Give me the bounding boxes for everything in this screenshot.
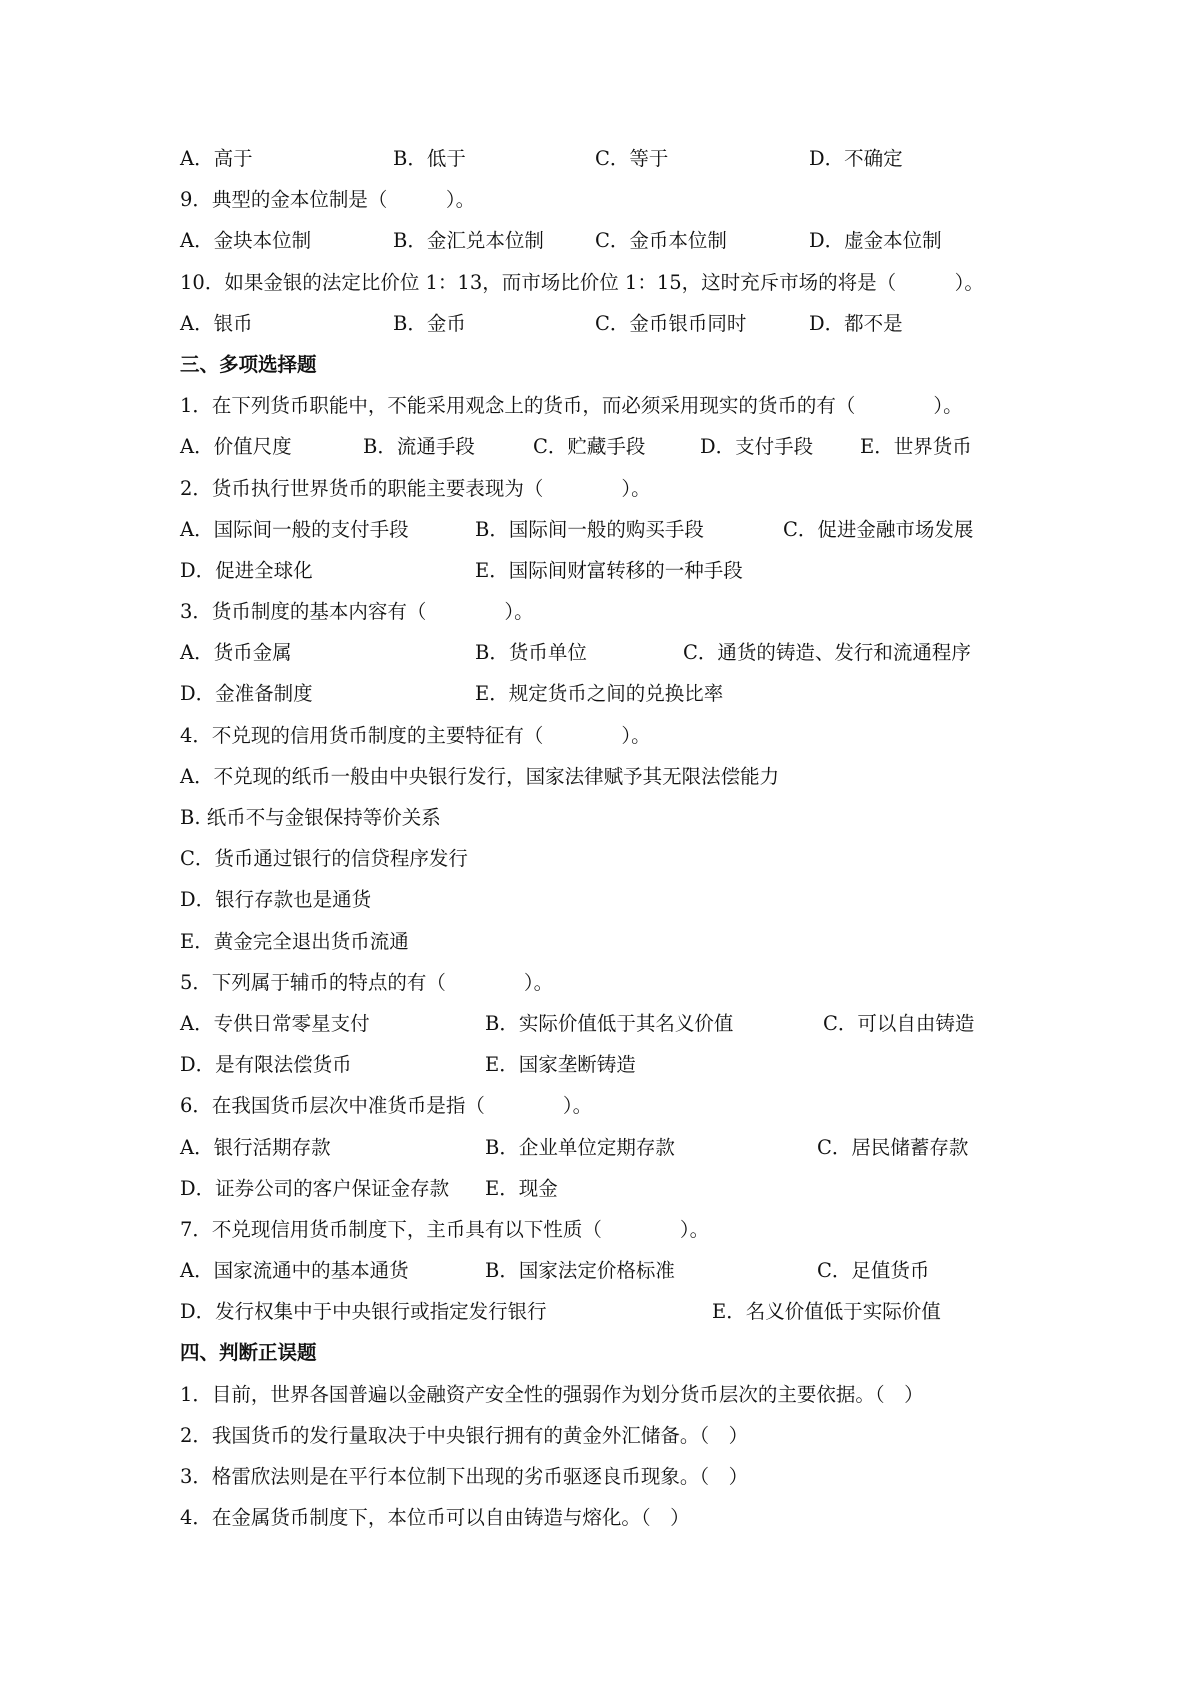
option-row [180,1127,1040,1168]
question-text: D．银行存款也是通货 [180,888,372,912]
option-row [180,509,1040,550]
question-text: 4．在金属货币制度下，本位币可以自由铸造与熔化。（ ） [180,1506,690,1530]
option-item: C．通货的铸造、发行和流通程序 [683,641,971,665]
option-item: E．现金 [485,1176,558,1200]
option-row [180,220,1040,261]
option-item: B．国际间一般的购买手段 [475,517,704,541]
question-text: 6．在我国货币层次中准货币是指（ ）。 [180,1094,593,1118]
option-row [180,1168,1040,1209]
question-text: 2．货币执行世界货币的职能主要表现为（ ）。 [180,476,651,500]
option-item: D．都不是 [809,311,903,335]
question-text: 5．下列属于辅币的特点的有（ ）。 [180,970,554,994]
option-item: A．银币 [180,311,253,335]
option-item: A．银行活期存款 [180,1135,331,1159]
section-heading: 三、多项选择题 [180,352,317,376]
option-item: B．实际价值低于其名义价值 [485,1011,734,1035]
document-page [180,138,1040,1538]
option-item: B．金汇兑本位制 [393,229,544,253]
option-item: C．贮藏手段 [533,435,646,459]
question-text: 9．典型的金本位制是（ ）。 [180,188,476,212]
question-text: C．货币通过银行的信贷程序发行 [180,847,468,871]
option-item: C．促进金融市场发展 [783,517,974,541]
option-item: B．企业单位定期存款 [485,1135,675,1159]
option-item: D．促进全球化 [180,558,313,582]
option-row [180,138,1040,179]
option-item: D．发行权集中于中央银行或指定发行银行 [180,1300,547,1324]
option-row [180,426,1040,467]
option-item: A．国家流通中的基本通货 [180,1259,409,1283]
option-item: A．金块本位制 [180,229,312,253]
question-text: E．黄金完全退出货币流通 [180,929,409,953]
option-row [180,1250,1040,1291]
question-text: 4．不兑现的信用货币制度的主要特征有（ ）。 [180,723,651,747]
option-item: A．高于 [180,147,253,170]
question-text: 1．在下列货币职能中，不能采用观念上的货币，而必须采用现实的货币的有（ ）。 [180,394,963,418]
option-item: C．居民储蓄存款 [817,1135,969,1159]
option-item: D．证券公司的客户保证金存款 [180,1176,450,1200]
option-item: D．金准备制度 [180,682,313,706]
option-item: C．金币本位制 [595,229,727,253]
question-text: B. 纸币不与金银保持等价关系 [180,806,441,829]
option-item: B．国家法定价格标准 [485,1259,675,1283]
option-row [180,673,1040,714]
question-text: A．不兑现的纸币一般由中央银行发行，国家法律赋予其无限法偿能力 [180,764,780,788]
option-item: C．足值货币 [817,1259,930,1283]
question-text: 7．不兑现信用货币制度下，主币具有以下性质（ ）。 [180,1217,710,1241]
option-item: E．名义价值低于实际价值 [712,1300,941,1324]
option-item: A．价值尺度 [180,435,292,459]
option-row [180,632,1040,673]
option-item: B．低于 [393,147,466,170]
option-item: C．可以自由铸造 [823,1011,975,1035]
option-row [180,1003,1040,1044]
section-heading: 四、判断正误题 [180,1341,317,1365]
option-item: E．国际间财富转移的一种手段 [475,558,743,582]
option-item: A．国际间一般的支付手段 [180,517,409,541]
option-item: B．货币单位 [475,641,587,665]
option-row [180,550,1040,591]
option-item: E．国家垄断铸造 [485,1053,636,1077]
option-item: C．金币银币同时 [595,311,747,335]
question-text: 10．如果金银的法定比价位 1：13，而市场比价位 1：15，这时充斥市场的将是（ ）。 [180,270,984,294]
option-row [180,1044,1040,1085]
option-item: D．支付手段 [700,435,814,459]
option-item: D．是有限法偿货币 [180,1053,352,1077]
question-text: 2．我国货币的发行量取决于中央银行拥有的黄金外汇储备。（ ） [180,1423,749,1447]
option-item: C．等于 [595,147,669,170]
option-item: E．规定货币之间的兑换比率 [475,682,724,706]
option-row [180,303,1040,344]
option-item: E．世界货币 [860,435,972,459]
question-text: 3．货币制度的基本内容有（ ）。 [180,600,534,624]
option-item: A．专供日常零星支付 [180,1011,370,1035]
question-text: 1．目前，世界各国普遍以金融资产安全性的强弱作为划分货币层次的主要依据。（ ） [180,1382,924,1406]
question-text: 3．格雷欣法则是在平行本位制下出现的劣币驱逐良币现象。（ ） [180,1465,749,1488]
option-row [180,1291,1040,1332]
option-item: A．货币金属 [180,641,292,665]
option-item: B．流通手段 [363,435,475,459]
option-item: D．不确定 [809,147,903,170]
option-item: B．金币 [393,311,466,335]
option-item: D．虚金本位制 [809,229,942,253]
